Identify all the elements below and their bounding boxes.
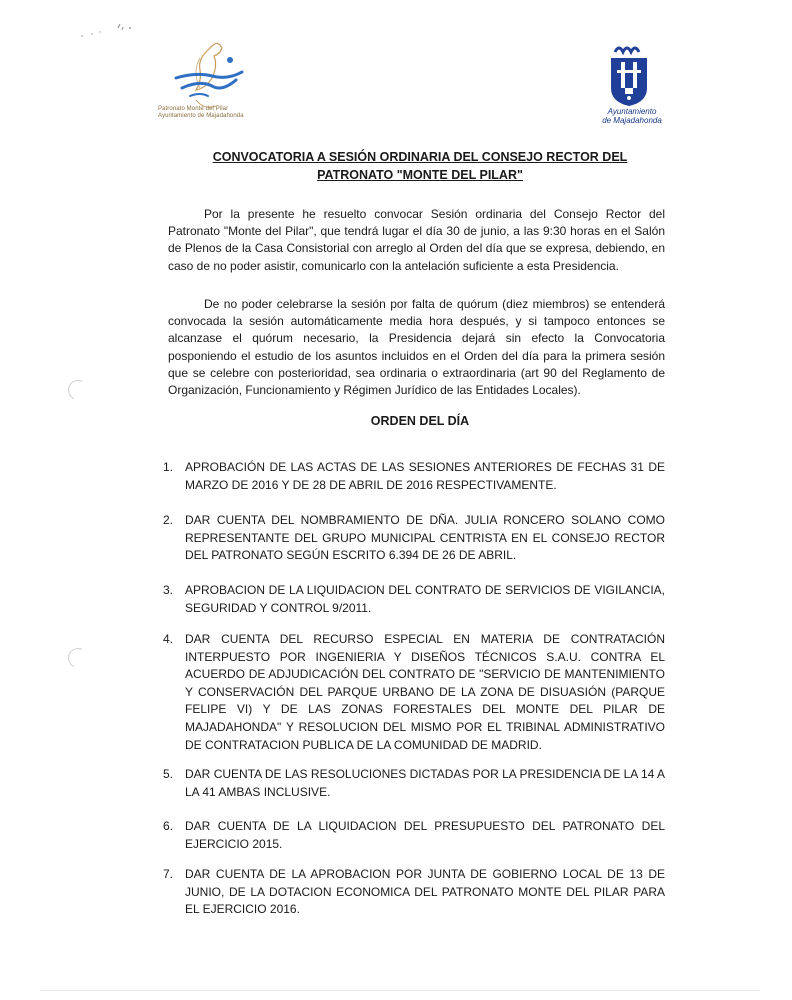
agenda-item-text: DAR CUENTA DE LAS RESOLUCIONES DICTADAS POR LA PRESIDENCIA DE LA 14 A LA 41 AMBAS INCLUSIVE. xyxy=(185,767,665,799)
agenda-item xyxy=(163,459,665,494)
agenda-item xyxy=(163,866,665,919)
agenda-item-number: 4. xyxy=(163,632,174,646)
patronato-logo-caption: Patronato Monte del Pilar Ayuntamiento de Majadahonda xyxy=(158,106,244,119)
title-line-2: PATRONATO "MONTE DEL PILAR" xyxy=(317,168,523,182)
agenda-item-number: 7. xyxy=(163,867,174,881)
agenda-item-text: DAR CUENTA DE LA APROBACION POR JUNTA DE GOBIERNO LOCAL DE 13 DE JUNIO, DE LA DOTACION ECONOMICA DEL PATRONATO MONTE DEL PILAR PARA EL EJERCICIO 2016. xyxy=(185,867,665,917)
scan-artifact xyxy=(78,22,148,42)
page-bottom-edge xyxy=(40,990,760,991)
order-of-day-heading: ORDEN DEL DÍA xyxy=(370,414,470,428)
agenda-item-number: 1. xyxy=(163,460,174,474)
agenda-item-number: 6. xyxy=(163,819,174,833)
agenda-item-number: 3. xyxy=(163,583,174,597)
agenda-item-text: APROBACION DE LA LIQUIDACION DEL CONTRATO DE SERVICIOS DE VIGILANCIA, SEGURIDAD Y CONTROL 9/2011. xyxy=(185,583,665,615)
ayuntamiento-logo xyxy=(607,42,651,108)
agenda-item-number: 2. xyxy=(163,513,174,527)
title-line-1: CONVOCATORIA A SESIÓN ORDINARIA DEL CONSEJO RECTOR DEL xyxy=(212,150,628,164)
agenda-item-number: 5. xyxy=(163,767,174,781)
punch-hole-mark xyxy=(65,377,91,403)
agenda-item xyxy=(163,818,665,853)
agenda-item xyxy=(163,631,665,754)
agenda-item-text: DAR CUENTA DE LA LIQUIDACION DEL PRESUPUESTO DEL PATRONATO DEL EJERCICIO 2015. xyxy=(185,819,665,851)
agenda-item-text: DAR CUENTA DEL RECURSO ESPECIAL EN MATERIA DE CONTRATACIÓN INTERPUESTO POR INGENIERIA Y DISEÑOS TÉCNICOS S.A.U. CONTRA EL ACUERDO DE ADJUDICACIÓN DEL CONTRATO DE "SERVICIO DE MANTENIMIENTO Y CONSERVACIÓN DEL PARQUE URBANO DE LA ZONA DE DISUASIÓN (PARQUE FELIPE VI) Y DE LAS ZONAS FORESTALES DEL MONTE DEL PILAR DE MAJADAHONDA" Y RESOLUCION DEL MISMO POR EL TRIBINAL ADMINISTRATIVO DE CONTRATACION PUBLICA DE LA COMUNIDAD DE MADRID. xyxy=(185,632,665,752)
punch-hole-mark xyxy=(65,645,91,671)
agenda-item-text: APROBACIÓN DE LAS ACTAS DE LAS SESIONES ANTERIORES DE FECHAS 31 DE MARZO DE 2016 Y DE 28 DE ABRIL DE 2016 RESPECTIVAMENTE. xyxy=(185,460,665,492)
agenda-item xyxy=(163,582,665,617)
ayuntamiento-logo-caption: Ayuntamiento de Majadahonda xyxy=(602,107,662,125)
convocation-paragraph: Por la presente he resuelto convocar Sesión ordinaria del Consejo Rector del Patronato "Monte del Pilar", que tendrá lugar el día 30 de junio, a las 9:30 horas en el Salón de Plenos de la Casa Consistorial con arreglo al Orden del día que se expresa, debiendo, en caso de no poder asistir, comunicarlo con la antelación suficiente a esta Presidencia. xyxy=(168,207,665,273)
agenda-item xyxy=(163,512,665,565)
quorum-paragraph: De no poder celebrarse la sesión por falta de quórum (diez miembros) se entenderá convocada la sesión automáticamente media hora después, y si tampoco entonces se alcanzase el quórum necesario, la Presidencia dejará sin efecto la Convocatoria posponiendo el estudio de los asuntos incluidos en el Orden del día para la primera sesión que se celebre con posterioridad, sea ordinaria o extraordinaria (art 90 del Reglamento de Organización, Funcionamiento y Régimen Jurídico de las Entidades Locales). xyxy=(168,297,665,398)
agenda-item-text: DAR CUENTA DEL NOMBRAMIENTO DE DÑA. JULIA RONCERO SOLANO COMO REPRESENTANTE DEL GRUPO MUNICIPAL CENTRISTA EN EL CONSEJO RECTOR DEL PATRONATO SEGÚN ESCRITO 6.394 DE 26 DE ABRIL. xyxy=(185,513,665,563)
agenda-item xyxy=(163,766,665,801)
document-title xyxy=(170,148,670,184)
